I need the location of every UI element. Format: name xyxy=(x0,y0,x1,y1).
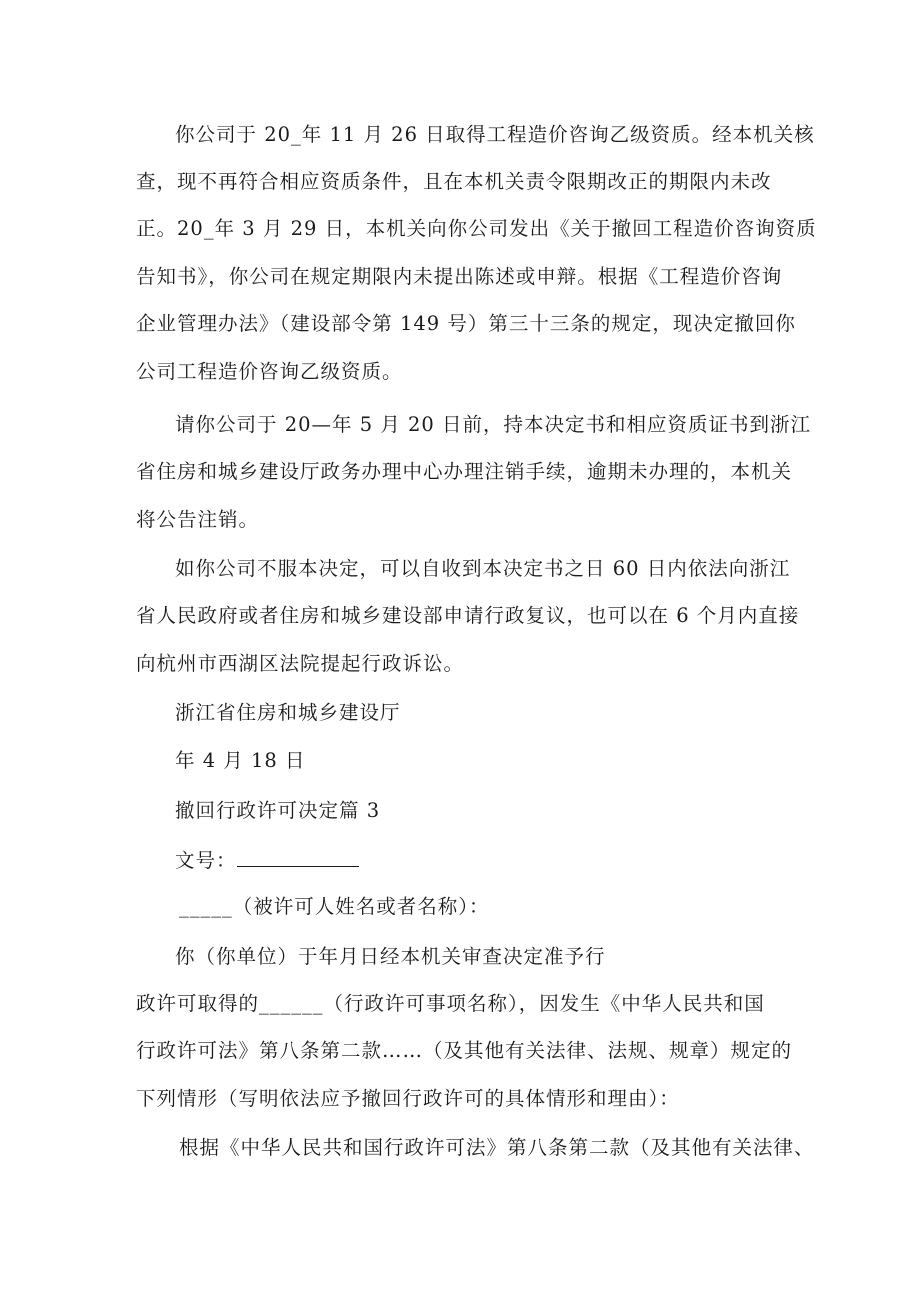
section-title: 撤回行政许可决定篇 3 xyxy=(175,799,381,822)
addressee-blank: _____ xyxy=(179,895,233,918)
paragraph-2-line-2: 省住房和城乡建设厅政务办理中心办理注销手续，逾期未办理的，本机关 xyxy=(136,460,793,483)
paragraph-4-line-1: 你（你单位）于年月日经本机关审查决定准予行 xyxy=(175,945,606,968)
paragraph-4-line-4: 下列情形（写明依法应予撤回行政许可的具体情形和理由）： xyxy=(136,1087,680,1110)
document-number-label: 文号： xyxy=(175,849,237,872)
paragraph-5-line-1: 根据《中华人民共和国行政许可法》第八条第二款（及其他有关法律、 xyxy=(179,1136,815,1159)
paragraph-1-line-3: 正。20_年 3 月 29 日，本机关向你公司发出《关于撤回工程造价咨询资质 xyxy=(136,217,817,240)
issuer-name: 浙江省住房和城乡建设厅 xyxy=(175,701,401,724)
paragraph-1-line-1: 你公司于 20_年 11 月 26 日取得工程造价咨询乙级资质。经本机关核 xyxy=(175,123,815,146)
paragraph-3-line-3: 向杭州市西湖区法院提起行政诉讼。 xyxy=(136,652,465,675)
paragraph-1-line-6: 公司工程造价咨询乙级资质。 xyxy=(136,360,403,383)
document-number-blank xyxy=(237,846,359,867)
paragraph-2-line-1: 请你公司于 20—年 5 月 20 日前，持本决定书和相应资质证书到浙江 xyxy=(175,413,812,436)
paragraph-1-line-2: 查，现不再符合相应资质条件，且在本机关责令限期改正的期限内未改 xyxy=(136,170,772,193)
paragraph-2-line-3: 将公告注销。 xyxy=(136,508,260,531)
addressee-text: （被许可人姓名或者名称）： xyxy=(232,895,490,918)
addressee-line xyxy=(179,894,490,920)
paragraph-1-line-5: 企业管理办法》（建设部令第 149 号）第三十三条的规定，现决定撤回你 xyxy=(136,312,796,335)
paragraph-1-line-4: 告知书》，你公司在规定期限内未提出陈述或申辩。根据《工程造价咨询 xyxy=(136,265,783,288)
paragraph-4-line-2: 政许可取得的______（行政许可事项名称），因发生《中华人民共和国 xyxy=(136,992,765,1015)
paragraph-3-line-2: 省人民政府或者住房和城乡建设部申请行政复议，也可以在 6 个月内直接 xyxy=(136,604,800,627)
paragraph-3-line-1: 如你公司不服本决定，可以自收到本决定书之日 60 日内依法向浙江 xyxy=(175,557,791,580)
paragraph-4-line-3: 行政许可法》第八条第二款……（及其他有关法律、法规、规章）规定的 xyxy=(136,1039,793,1062)
issue-date: 年 4 月 18 日 xyxy=(175,749,306,772)
document-number-row xyxy=(175,846,359,874)
